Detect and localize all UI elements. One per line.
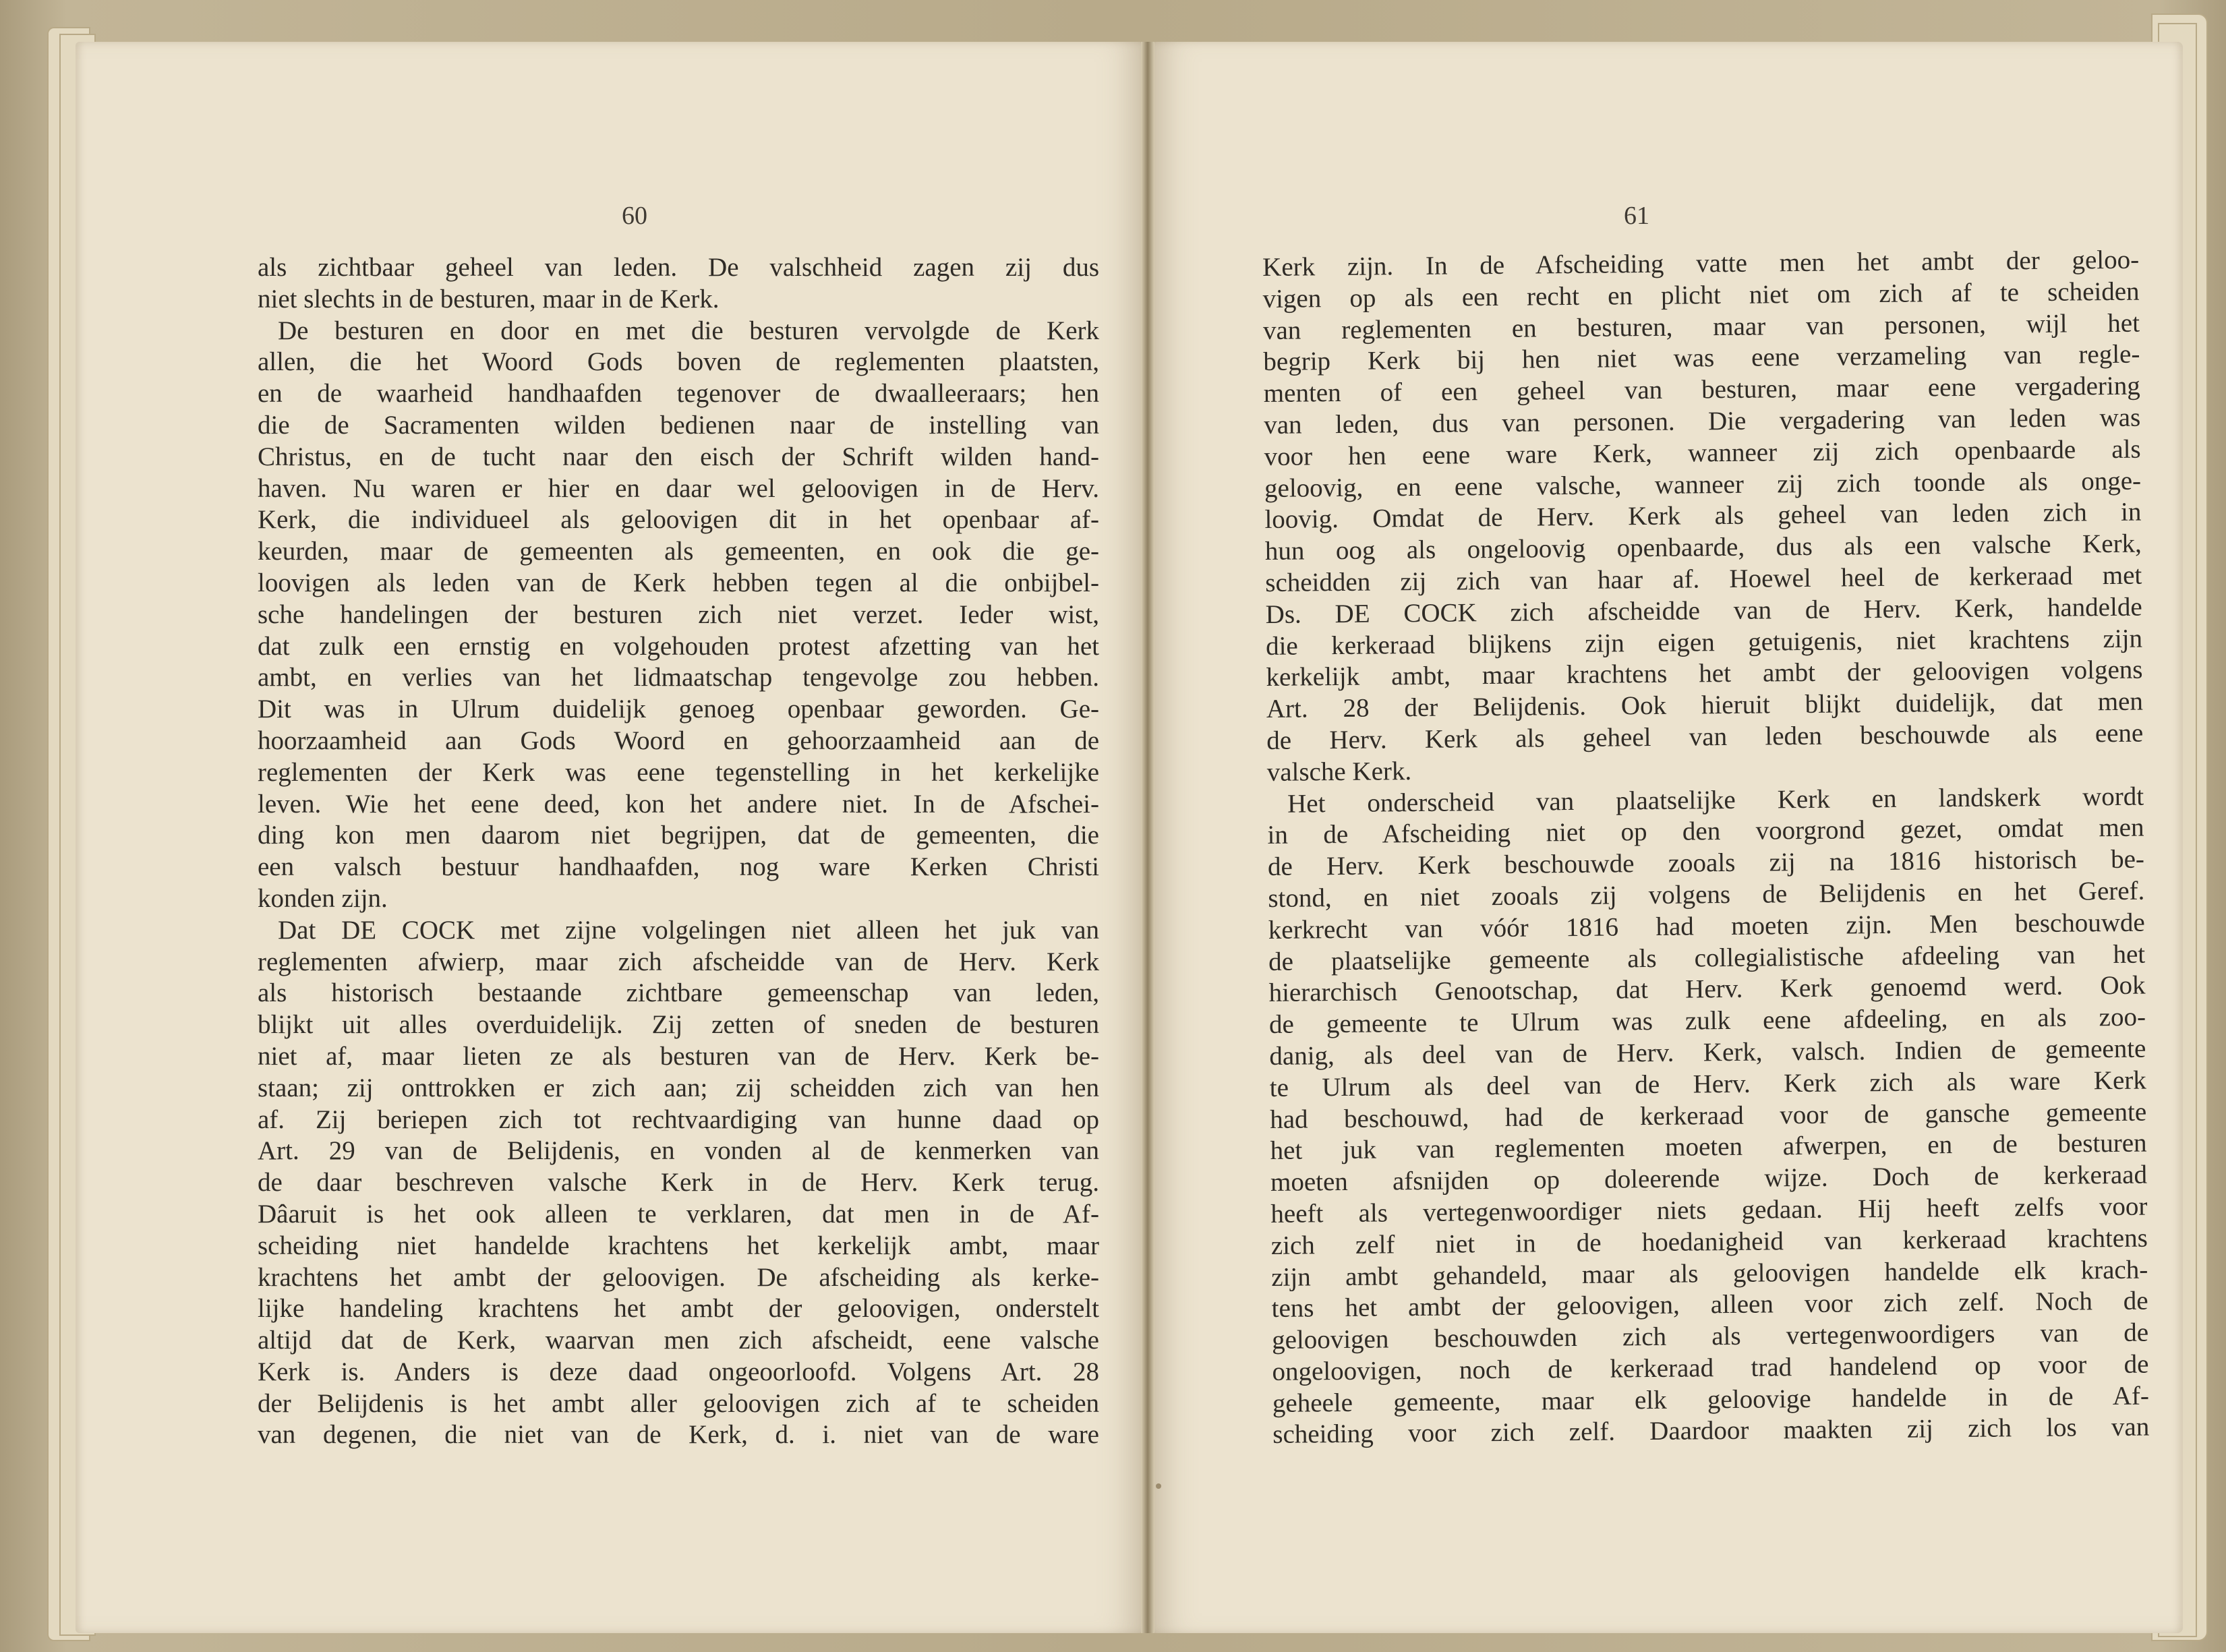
text-line: die de Sacramenten wilden bedienen naar de instelling van	[258, 410, 1099, 440]
text-line: vigen op als een recht en plicht niet om zich af te scheiden	[1262, 276, 2140, 314]
text-line: reglementen afwierp, maar zich afscheidde van de Herv. Kerk	[258, 947, 1099, 976]
text-line: de plaatselijke gemeente als collegialistische afdeeling van het	[1268, 939, 2146, 976]
text-line: een valsch bestuur handhaafden, nog ware Kerken Christi	[258, 852, 1099, 882]
text-line: valsche Kerk.	[1266, 756, 1412, 787]
text-line: danig, als deel van de Herv. Kerk, valsch. Indien de gemeente	[1269, 1034, 2146, 1071]
text-line: reglementen der Kerk was eene tegenstelling in het kerkelijke	[258, 757, 1099, 787]
text-line: ding kon men daarom niet begrijpen, dat de gemeenten, die	[258, 821, 1099, 850]
text-line: ambt, en verlies van het lidmaatschap tengevolge zou hebben.	[258, 663, 1099, 692]
text-line: begrip Kerk bij hen niet was eene verzameling van regle-	[1263, 340, 2140, 377]
text-line: van degenen, die niet van de Kerk, d. i. niet van de ware	[258, 1420, 1099, 1450]
text-line: loovigen als leden van de Kerk hebben tegen al die onbijbel-	[258, 568, 1099, 597]
text-line: het juk van reglementen moeten afwerpen, en de besturen	[1270, 1128, 2147, 1166]
page-number: 61	[1624, 202, 1649, 230]
text-line: en de waarheid handhaafden tegenover de dwaalleeraars; hen	[258, 379, 1099, 409]
text-line: van reglementen en besturen, maar van personen, wijl het	[1262, 308, 2140, 345]
text-line: hierarchisch Genootschap, dat Herv. Kerk genoemd werd. Ook	[1268, 970, 2146, 1008]
text-line: Kerk is. Anders is deze daad ongeoorloofd. Volgens Art. 28	[258, 1357, 1099, 1386]
text-line: moeten afsnijden op doleerende wijze. Doch de kerkeraad	[1270, 1160, 2148, 1198]
text-line: heeft als vertegenwoordiger niets gedaan. Hij heeft zelfs voor	[1270, 1191, 2148, 1229]
text-line: als zichtbaar geheel van leden. De valschheid zagen zij dus	[258, 253, 1099, 282]
text-line: stond, en niet zooals zij volgens de Belijdenis en het Geref.	[1268, 876, 2145, 913]
text-line: haven. Nu waren er hier en daar wel geloovigen in de Herv.	[258, 473, 1099, 503]
text-line: niet af, maar lieten ze als besturen van de Herv. Kerk be-	[258, 1041, 1099, 1071]
text-line: niet slechts in de besturen, maar in de Kerk.	[258, 284, 720, 314]
text-line: te Ulrum als deel van de Herv. Kerk zich als ware Kerk	[1269, 1065, 2146, 1102]
left-page	[76, 42, 1141, 1633]
text-line: scheiding voor zich zelf. Daardoor maakten zij zich los van	[1272, 1413, 2150, 1450]
text-line: leven. Wie het eene deed, kon het andere niet. In de Afschei-	[258, 789, 1099, 819]
text-line: de Herv. Kerk beschouwde zooals zij na 1816 historisch be-	[1267, 844, 2145, 882]
text-line: keurden, maar de gemeenten als gemeenten, en ook die ge-	[258, 537, 1099, 566]
text-line: Het onderscheid van plaatselijke Kerk en landskerk wordt	[1287, 781, 2144, 819]
text-line: sche handelingen der besturen zich niet verzet. Ieder wist,	[258, 599, 1099, 629]
text-line: Kerk zijn. In de Afscheiding vatte men het ambt der geloo-	[1262, 245, 2140, 282]
text-line: zijn ambt gehandeld, maar als geloovigen handelde elk krach-	[1271, 1255, 2148, 1292]
text-line: altijd dat de Kerk, waarvan men zich afscheidt, eene valsche	[258, 1326, 1099, 1355]
text-line: ongeloovigen, noch de kerkeraad trad handelend op voor de	[1272, 1349, 2149, 1386]
text-line: hoorzaamheid aan Gods Woord en gehoorzaamheid aan de	[258, 726, 1099, 755]
text-line: zich zelf niet in de hoedanigheid van kerkeraad krachtens	[1270, 1223, 2148, 1260]
text-line: Kerk, die individueel als geloovigen dit in het openbaar af-	[258, 505, 1099, 535]
text-line: had beschouwd, had de kerkeraad voor de gansche gemeente	[1270, 1097, 2147, 1134]
text-line: loovig. Omdat de Herv. Kerk als geheel van leden zich in	[1264, 498, 2142, 535]
text-line: af. Zij beriepen zich tot rechtvaardiging van hunne daad op	[258, 1104, 1099, 1134]
text-line: Christus, en de tucht naar den eisch der Schrift wilden hand-	[258, 442, 1099, 471]
text-line: geheele gemeente, maar elk geloovige handelde in de Af-	[1272, 1381, 2150, 1418]
text-line: Dâaruit is het ook alleen te verklaren, dat men in de Af-	[258, 1199, 1099, 1229]
text-line: menten of een geheel van besturen, maar eene vergadering	[1263, 371, 2140, 409]
text-line: lijke handeling krachtens het ambt der geloovigen, onderstelt	[258, 1294, 1099, 1324]
text-line: hun oog als ongeloovig openbaarde, dus als een valsche Kerk,	[1264, 529, 2142, 566]
text-line: de Herv. Kerk als geheel van leden beschouwde als eene	[1266, 718, 2144, 755]
scan-speck	[1156, 1483, 1161, 1489]
text-line: allen, die het Woord Gods boven de reglementen plaatsten,	[258, 347, 1099, 377]
text-line: tens het ambt der geloovigen, alleen voor zich zelf. Noch de	[1271, 1286, 2148, 1324]
text-line: blijkt uit alles overduidelijk. Zij zetten of sneden de besturen	[258, 1010, 1099, 1040]
text-line: Ds. DE COCK zich afscheidde van de Herv. Kerk, handelde	[1265, 592, 2142, 629]
text-line: staan; zij onttrokken er zich aan; zij scheidden zich van hen	[258, 1073, 1099, 1102]
text-line: De besturen en door en met die besturen vervolgde de Kerk	[278, 316, 1099, 345]
text-line: Dat DE COCK met zijne volgelingen niet alleen het juk van	[278, 915, 1099, 945]
text-line: scheidden zij zich van haar af. Hoewel heel de kerkeraad met	[1265, 560, 2142, 597]
text-line: in de Afscheiding niet op den voorgrond gezet, omdat men	[1267, 813, 2144, 850]
right-page	[1154, 42, 2183, 1633]
text-line: de gemeente te Ulrum was zulk eene afdeeling, en als zoo-	[1268, 1002, 2146, 1040]
text-line: geloovig, en eene valsche, wanneer zij zich toonde als onge-	[1264, 466, 2142, 503]
text-line: geloovigen beschouwden zich als vertegenwoordigers van de	[1271, 1318, 2149, 1355]
book-gutter	[1141, 42, 1154, 1633]
text-line: der Belijdenis is het ambt aller geloovigen zich af te scheiden	[258, 1388, 1099, 1418]
text-line: scheiding niet handelde krachtens het kerkelijk ambt, maar	[258, 1231, 1099, 1260]
text-line: kerkrecht van vóór 1816 had moeten zijn. Men beschouwde	[1268, 908, 2145, 945]
page-number: 60	[622, 202, 647, 230]
text-line: konden zijn.	[258, 883, 388, 913]
right-page-text	[1262, 245, 2149, 1452]
text-line: voor hen eene ware Kerk, wanneer zij zich openbaarde als	[1264, 434, 2141, 471]
text-line: Art. 29 van de Belijdenis, en vonden al de kenmerken van	[258, 1136, 1099, 1166]
text-line: Dit was in Ulrum duidelijk genoeg openbaar geworden. Ge-	[258, 695, 1099, 724]
text-line: krachtens het ambt der geloovigen. De afscheiding als kerke-	[258, 1262, 1099, 1292]
text-line: die kerkeraad blijkens zijn eigen getuigenis, niet krachtens zijn	[1265, 624, 2143, 661]
left-page-text	[258, 252, 1099, 1451]
text-line: de daar beschreven valsche Kerk in de Herv. Kerk terug.	[258, 1168, 1099, 1198]
text-line: van leden, dus van personen. Die vergadering van leden was	[1264, 403, 2141, 440]
text-line: dat zulk een ernstig en volgehouden protest afzetting van het	[258, 631, 1099, 661]
text-line: Art. 28 der Belijdenis. Ook hieruit blijkt duidelijk, dat men	[1266, 686, 2144, 724]
text-line: kerkelijk ambt, maar krachtens het ambt der geloovigen volgens	[1266, 655, 2143, 692]
text-line: als historisch bestaande zichtbare gemeenschap van leden,	[258, 978, 1099, 1008]
